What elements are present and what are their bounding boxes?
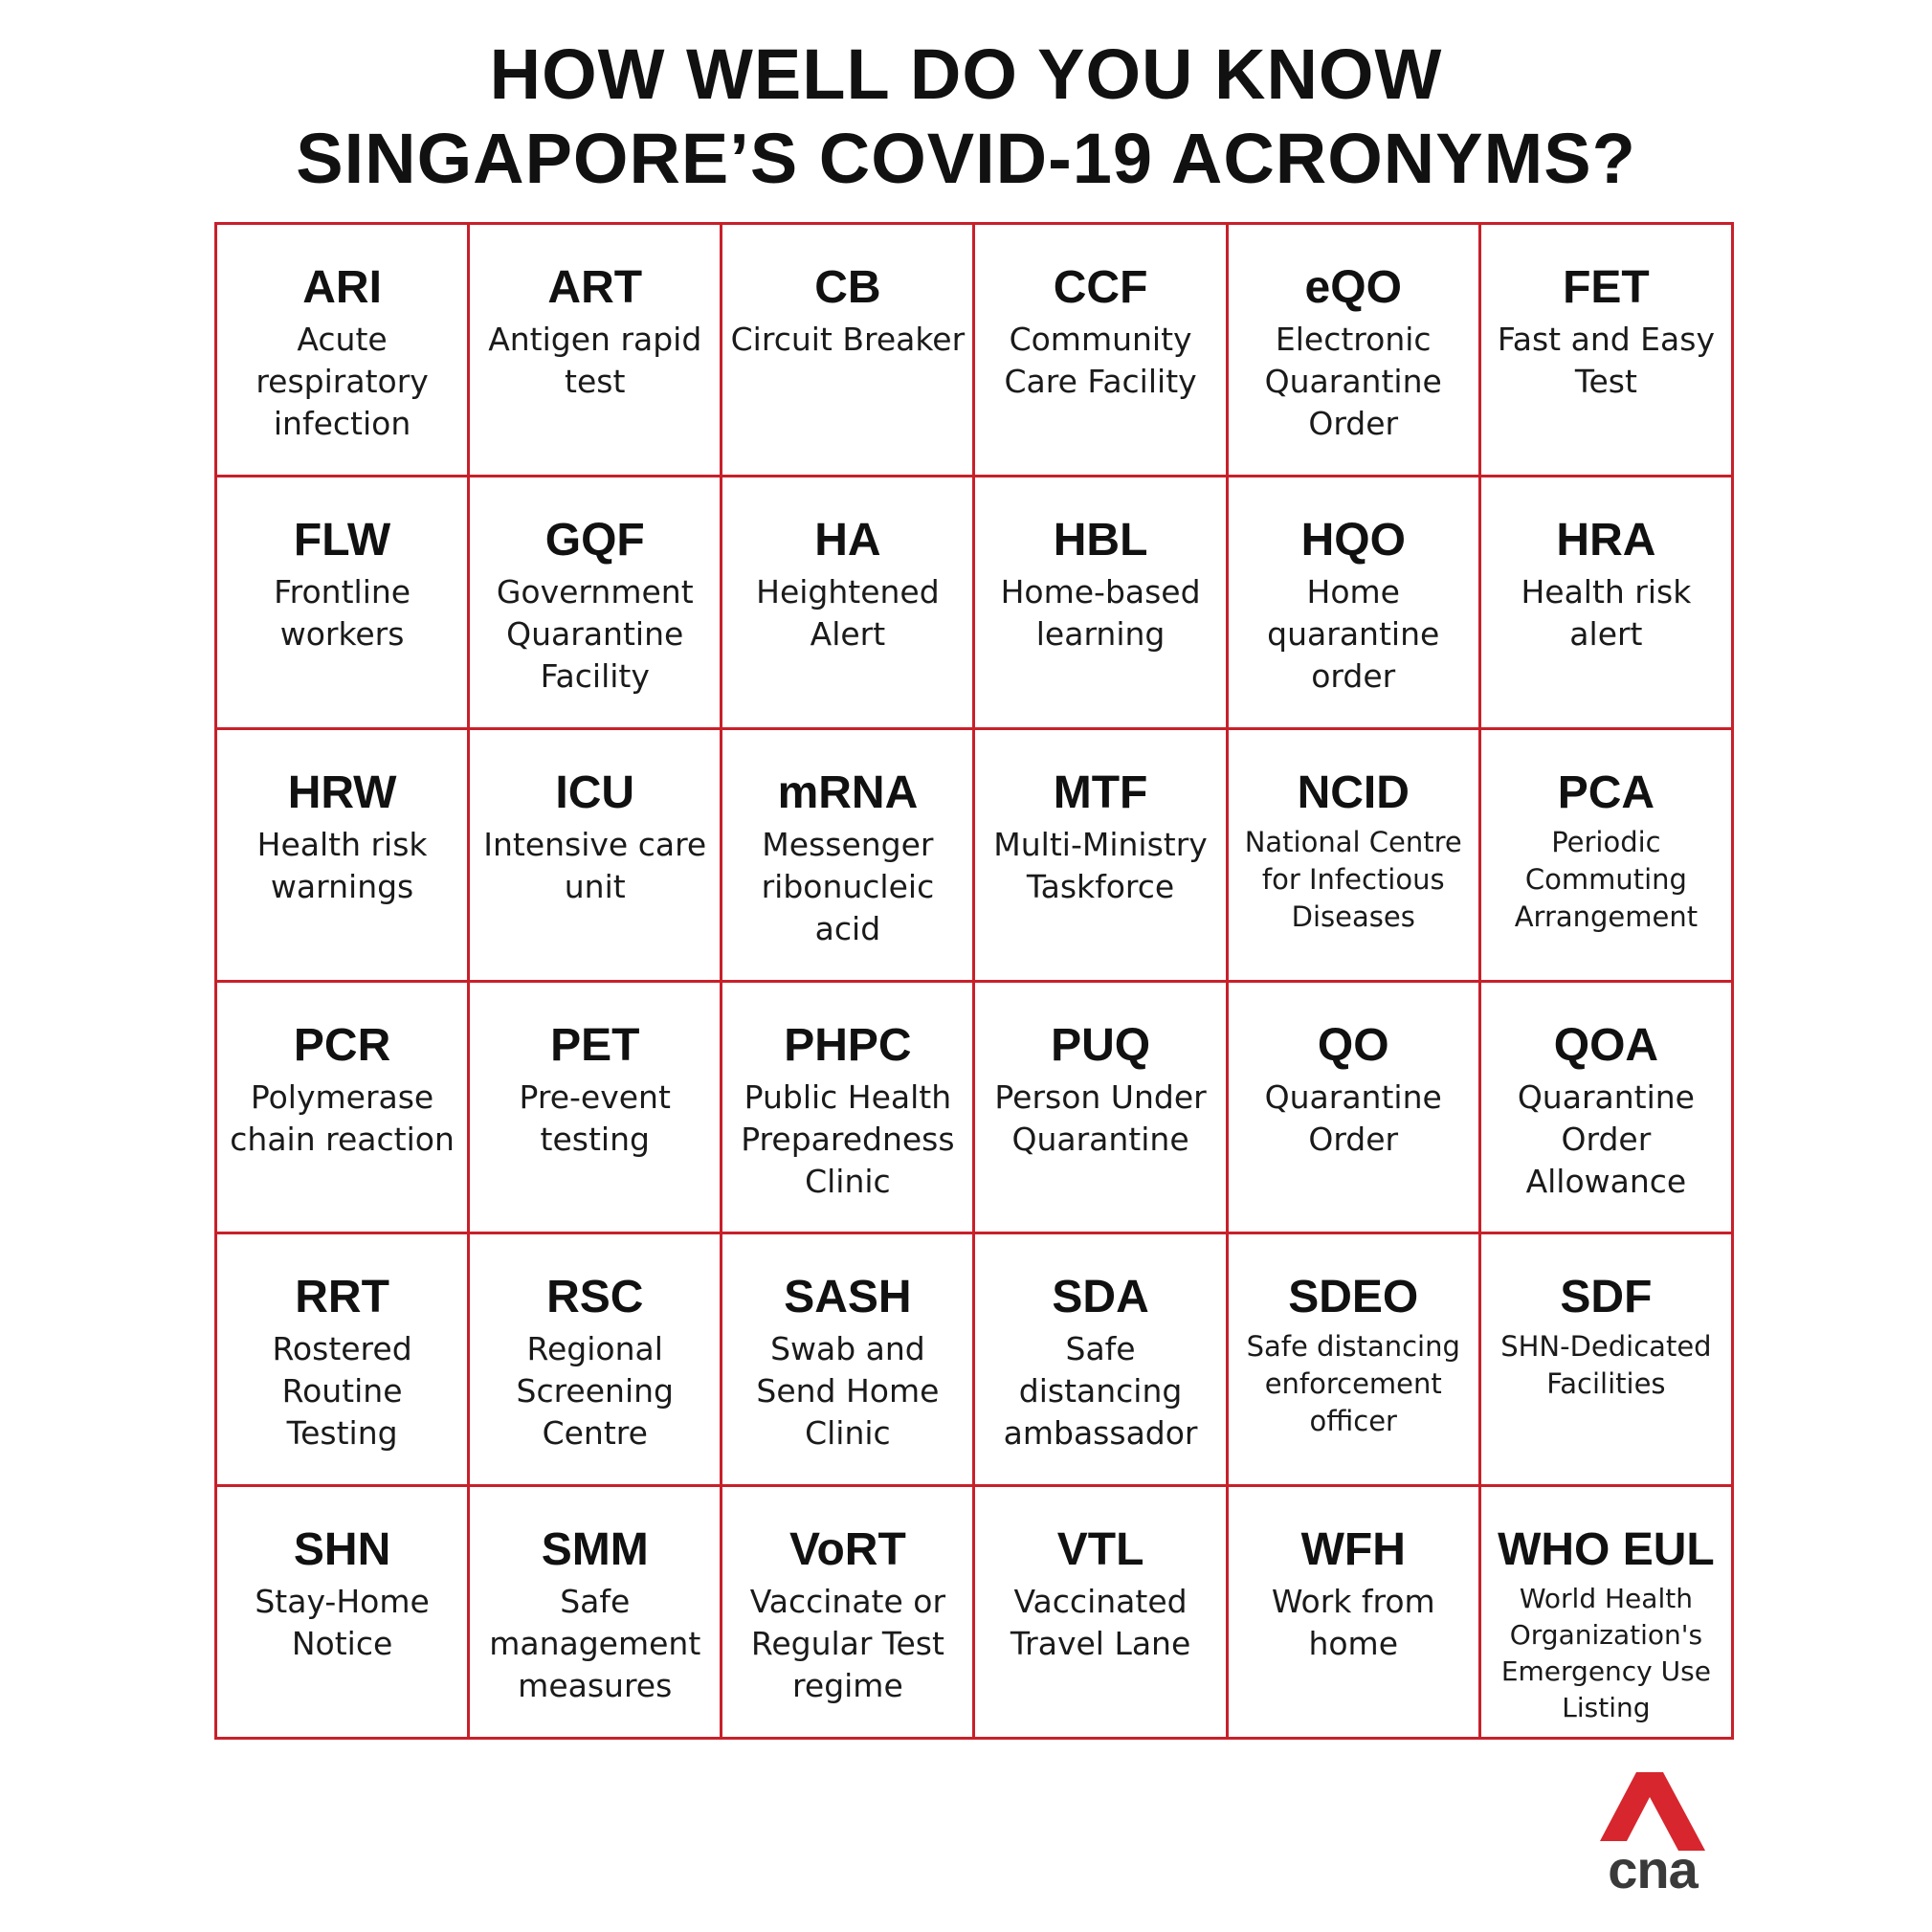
acronym-cell xyxy=(722,1487,975,1740)
acronym-meaning: Community Care Facility xyxy=(1004,321,1197,400)
acronym-label: RSC xyxy=(546,1272,644,1323)
acronym-meaning: Public Health Preparedness Clinic xyxy=(741,1077,955,1200)
acronym-cell xyxy=(1229,983,1481,1235)
acronym-label: PHPC xyxy=(784,1019,912,1071)
acronym-meaning: Messenger ribonucleic acid xyxy=(761,825,935,947)
acronym-meaning: Periodic Commuting Arrangement xyxy=(1514,825,1699,933)
acronym-label: GQF xyxy=(544,514,645,566)
acronym-cell xyxy=(1481,225,1734,477)
acronym-cell xyxy=(1481,730,1734,983)
acronym-label: SHN xyxy=(293,1524,391,1576)
acronym-cell xyxy=(1229,477,1481,730)
acronym-cell xyxy=(1481,983,1734,1235)
acronym-meaning: Regional Screening Centre xyxy=(516,1330,674,1453)
acronym-cell xyxy=(722,1234,975,1487)
acronym-label: VoRT xyxy=(789,1524,906,1576)
acronym-cell xyxy=(975,730,1228,983)
acronym-cell xyxy=(470,1234,722,1487)
acronym-meaning: Health risk alert xyxy=(1521,572,1692,653)
acronym-meaning: Home-based learning xyxy=(1000,572,1201,653)
acronym-meaning: Safe distancing ambassador xyxy=(1003,1330,1198,1453)
acronym-meaning: Electronic Quarantine Order xyxy=(1264,321,1442,442)
acronym-cell xyxy=(470,1487,722,1740)
acronym-meaning: Acute respiratory infection xyxy=(255,321,429,442)
acronym-meaning: Heightened Alert xyxy=(756,572,940,653)
acronym-cell xyxy=(975,1234,1228,1487)
acronym-meaning: Health risk warnings xyxy=(256,825,428,905)
acronym-meaning: Frontline workers xyxy=(274,572,411,653)
acronym-cell xyxy=(217,1234,470,1487)
acronym-label: SASH xyxy=(784,1272,912,1323)
acronym-cell xyxy=(1229,225,1481,477)
acronym-meaning: Intensive care unit xyxy=(483,825,707,905)
acronym-label: PUQ xyxy=(1051,1019,1151,1071)
page-title xyxy=(0,33,1932,201)
acronym-cell xyxy=(470,730,722,983)
acronym-label: HRW xyxy=(287,766,397,818)
acronym-cell xyxy=(1481,477,1734,730)
acronym-meaning: Rostered Routine Testing xyxy=(272,1330,412,1453)
acronym-cell xyxy=(217,730,470,983)
acronym-label: PET xyxy=(550,1019,640,1071)
cna-logo xyxy=(1600,1772,1705,1902)
cna-logo-text: cna xyxy=(1608,1839,1698,1899)
acronym-grid xyxy=(214,222,1734,1740)
acronym-label: HRA xyxy=(1556,514,1656,566)
acronym-meaning: SHN-Dedicated Facilities xyxy=(1500,1330,1712,1401)
acronym-cell xyxy=(1229,1234,1481,1487)
acronym-label: PCR xyxy=(293,1019,391,1071)
acronym-cell xyxy=(1229,1487,1481,1740)
acronym-meaning: Safe management measures xyxy=(489,1583,701,1705)
acronym-label: HQO xyxy=(1300,514,1406,566)
acronym-meaning: World Health Organization's Emergency Use Listing xyxy=(1500,1583,1711,1724)
acronym-cell xyxy=(217,477,470,730)
acronym-meaning: Work from home xyxy=(1271,1583,1435,1663)
acronym-cell xyxy=(722,730,975,983)
acronym-meaning: Polymerase chain reaction xyxy=(230,1077,455,1158)
acronym-label: eQO xyxy=(1304,262,1402,313)
acronym-cell xyxy=(722,225,975,477)
acronym-cell xyxy=(470,477,722,730)
acronym-meaning: Stay-Home Notice xyxy=(255,1583,430,1663)
acronym-label: mRNA xyxy=(777,766,919,818)
acronym-label: MTF xyxy=(1053,766,1148,818)
acronym-cell xyxy=(975,1487,1228,1740)
title-line-2: SINGAPORE’S COVID-19 ACRONYMS? xyxy=(296,119,1636,198)
acronym-meaning: Safe distancing enforcement officer xyxy=(1246,1330,1460,1438)
acronym-meaning: Vaccinated Travel Lane xyxy=(1010,1583,1191,1663)
acronym-label: HA xyxy=(814,514,881,566)
acronym-cell xyxy=(975,983,1228,1235)
acronym-cell xyxy=(470,983,722,1235)
acronym-meaning: Multi-Ministry Taskforce xyxy=(993,825,1208,905)
acronym-meaning: Home quarantine order xyxy=(1267,572,1440,695)
acronym-label: ARI xyxy=(302,262,382,313)
acronym-meaning: Quarantine Order Allowance xyxy=(1517,1077,1695,1200)
acronym-cell xyxy=(1481,1234,1734,1487)
acronym-label: HBL xyxy=(1053,514,1148,566)
acronym-meaning: Swab and Send Home Clinic xyxy=(756,1330,940,1453)
acronym-label: FET xyxy=(1563,262,1650,313)
acronym-label: CCF xyxy=(1053,262,1148,313)
acronym-label: ART xyxy=(547,262,643,313)
acronym-cell xyxy=(722,477,975,730)
acronym-cell xyxy=(470,225,722,477)
acronym-label: QOA xyxy=(1553,1019,1659,1071)
title-line-1: HOW WELL DO YOU KNOW xyxy=(489,34,1443,114)
acronym-meaning: Circuit Breaker xyxy=(730,321,966,358)
acronym-meaning: Person Under Quarantine xyxy=(994,1077,1207,1158)
acronym-meaning: Government Quarantine Facility xyxy=(496,572,694,695)
acronym-meaning: Vaccinate or Regular Test regime xyxy=(749,1583,946,1705)
acronym-label: SMM xyxy=(541,1524,649,1576)
acronym-label: SDEO xyxy=(1288,1272,1419,1323)
acronym-meaning: Pre-event testing xyxy=(519,1077,671,1158)
acronym-label: SDA xyxy=(1052,1272,1149,1323)
acronym-label: PCA xyxy=(1557,766,1655,818)
acronym-cell xyxy=(217,1487,470,1740)
acronym-meaning: Fast and Easy Test xyxy=(1497,321,1715,400)
acronym-label: VTL xyxy=(1056,1524,1144,1576)
acronym-label: FLW xyxy=(293,514,391,566)
acronym-cell xyxy=(1481,1487,1734,1740)
acronym-cell xyxy=(722,983,975,1235)
acronym-label: CB xyxy=(814,262,881,313)
acronym-label: NCID xyxy=(1297,766,1410,818)
acronym-cell xyxy=(975,225,1228,477)
acronym-label: SDF xyxy=(1560,1272,1653,1323)
acronym-label: WFH xyxy=(1300,1524,1406,1576)
acronym-label: RRT xyxy=(295,1272,389,1323)
acronym-meaning: Quarantine Order xyxy=(1264,1077,1442,1158)
acronym-cell xyxy=(1229,730,1481,983)
acronym-cell xyxy=(217,983,470,1235)
acronym-meaning: Antigen rapid test xyxy=(488,321,702,400)
acronym-meaning: National Centre for Infectious Diseases xyxy=(1244,825,1462,933)
acronym-label: WHO EUL xyxy=(1498,1524,1715,1576)
acronym-cell xyxy=(975,477,1228,730)
acronym-cell xyxy=(217,225,470,477)
acronym-label: ICU xyxy=(555,766,635,818)
acronym-label: QO xyxy=(1317,1019,1389,1071)
